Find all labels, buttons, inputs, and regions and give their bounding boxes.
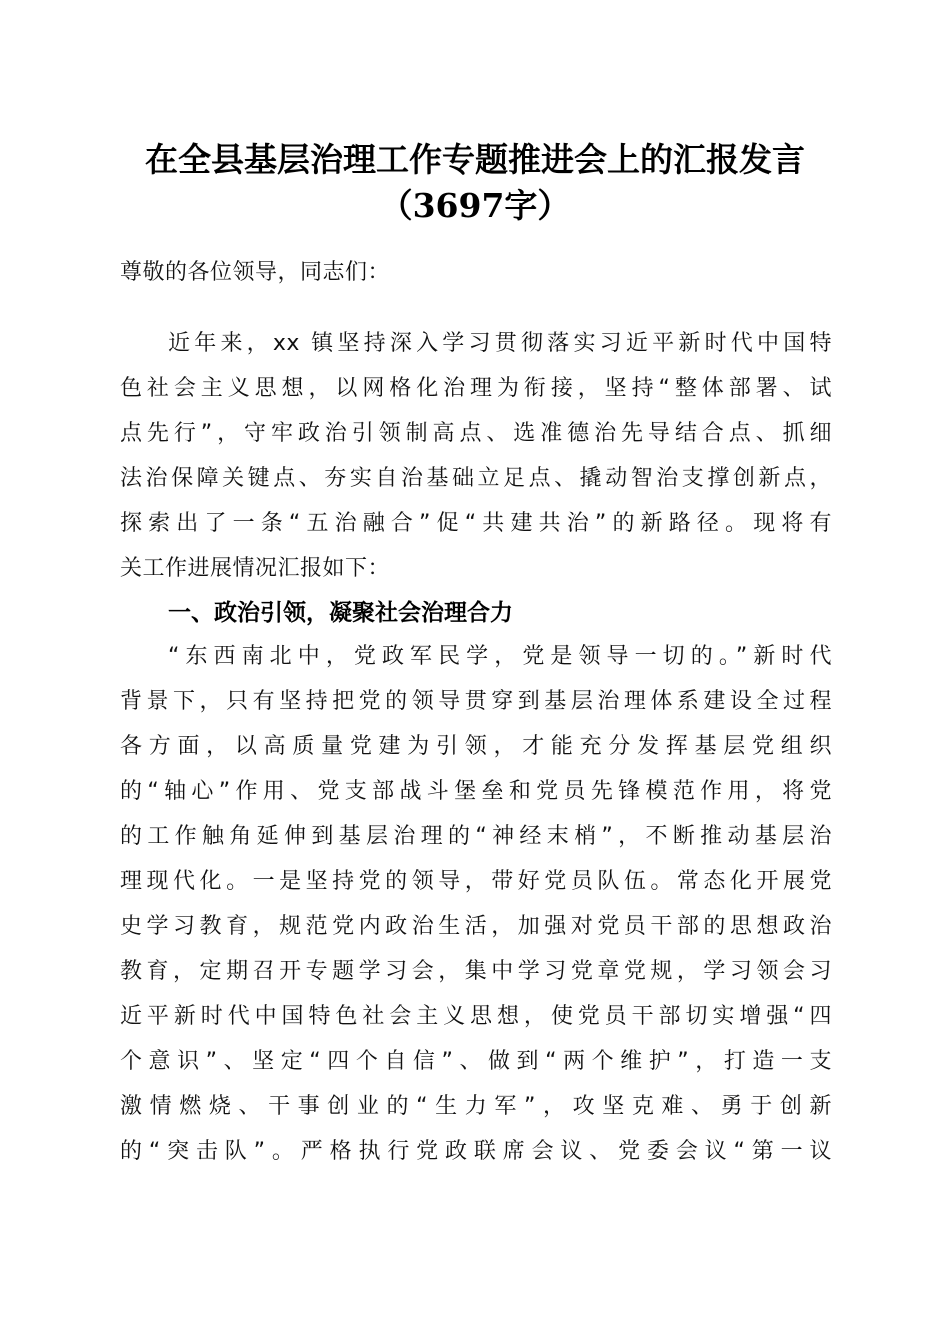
- intro-paragraph: [120, 321, 832, 591]
- paragraph-line: 背景下，只有坚持把党的领导贯穿到基层治理体系建设全过程: [120, 689, 832, 714]
- paragraph-line: 激情燃烧、干事创业的“生力军”，攻坚克难、勇于创新: [120, 1094, 832, 1119]
- paragraph-line: 各方面，以高质量党建为引领，才能充分发挥基层党组织: [120, 734, 832, 759]
- word-count-subtitle: （3697字）: [379, 186, 571, 225]
- paragraph-line: “东西南北中，党政军民学，党是领导一切的。”新时代: [168, 644, 832, 669]
- paragraph-line: 史学习教育，规范党内政治生活，加强对党员干部的思想政治: [120, 914, 832, 939]
- paragraph-line: 色社会主义思想，以网格化治理为衔接，坚持“整体部署、试: [120, 376, 832, 401]
- section-heading-1: 一、政治引领，凝聚社会治理合力: [168, 600, 513, 626]
- paragraph-line: 法治保障关键点、夯实自治基础立足点、撬动智治支撑创新点，: [120, 466, 832, 491]
- paragraph-line: 探索出了一条“五治融合”促“共建共治”的新路径。现将有: [120, 511, 832, 536]
- document-title: 在全县基层治理工作专题推进会上的汇报发言: [145, 140, 805, 179]
- salutation: 尊敬的各位领导，同志们：: [120, 260, 391, 285]
- paragraph-line: 的“突击队”。严格执行党政联席会议、党委会议“第一议: [120, 1139, 832, 1164]
- paragraph-line: 点先行”，守牢政治引领制高点、选准德治先导结合点、抓细: [120, 421, 832, 446]
- paragraph-line: 近平新时代中国特色社会主义思想，使党员干部切实增强“四: [120, 1004, 832, 1029]
- paragraph-line: 关工作进展情况汇报如下：: [120, 556, 391, 581]
- paragraph-line: 理现代化。一是坚持党的领导，带好党员队伍。常态化开展党: [120, 869, 832, 894]
- section-1-paragraph: [120, 634, 832, 1174]
- paragraph-line: 的工作触角延伸到基层治理的“神经末梢”，不断推动基层治: [120, 824, 832, 849]
- paragraph-line: 教育，定期召开专题学习会，集中学习党章党规，学习领会习: [120, 959, 832, 984]
- paragraph-line: 近年来，xx 镇坚持深入学习贯彻落实习近平新时代中国特: [168, 331, 832, 356]
- paragraph-line: 的“轴心”作用、党支部战斗堡垒和党员先锋模范作用，将党: [120, 779, 832, 804]
- paragraph-line: 个意识”、坚定“四个自信”、做到“两个维护”，打造一支: [120, 1049, 832, 1074]
